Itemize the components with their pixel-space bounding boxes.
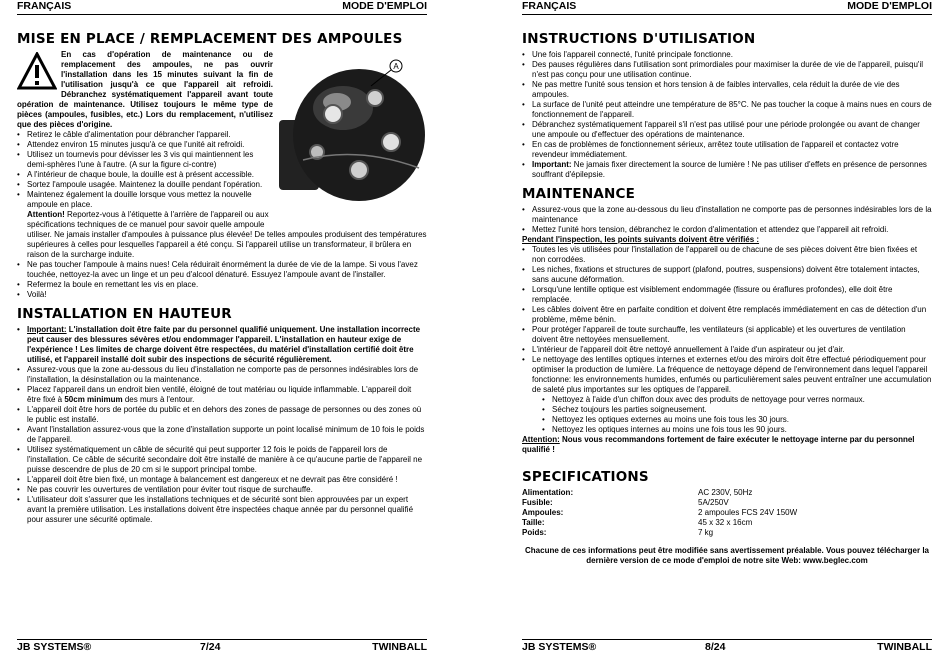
header-manual-title: MODE D'EMPLOI <box>847 0 932 12</box>
maintenance-list <box>522 205 932 235</box>
footer-brand: JB SYSTEMS® <box>17 641 92 653</box>
list-item: • Mettez l'unité hors tension, débranchez le cordon d'alimentation et attendez que l'appareil ait refroidi. <box>522 225 932 235</box>
important-label: Important: <box>532 160 572 169</box>
list-item: • Pour protéger l'appareil de toute surchauffe, les ventilateurs (si applicable) et les ouvertures de ventilation doivent être nettoyées mensuellement. <box>522 325 932 345</box>
list-item: • L'appareil doit être bien fixé, un montage à balancement est dangereux et ne devrait pas être considéré ! <box>17 475 427 485</box>
list-item: • Utilisez un tournevis pour dévisser les 3 vis qui maintiennent les demi-sphères l'une à l'autre. (A sur la figure ci-contre) <box>17 150 427 170</box>
maintenance-attention <box>522 435 932 455</box>
warning-block <box>17 50 273 130</box>
list-item: • Sortez l'ampoule usagée. Maintenez la douille pendant l'opération. <box>17 180 427 190</box>
page-footer <box>522 639 932 654</box>
list-item: • L'appareil doit être hors de portée du public et en dehors des zones de passage de personnes ou des zones où le public est installé. <box>17 405 427 425</box>
page-header <box>522 0 932 15</box>
list-item: • Assurez-vous que la zone au-dessous du lieu d'installation ne comporte pas de personnes indésirables lors de l'installation, la désinstallation ou la maintenance. <box>17 365 427 385</box>
header-manual-title: MODE D'EMPLOI <box>342 0 427 12</box>
spec-value: AC 230V, 50Hz <box>698 488 753 497</box>
list-item: • Refermez la boule en remettant les vis en place. <box>17 280 427 290</box>
spec-label: Alimentation: <box>522 488 574 497</box>
disclaimer-note: Chacune de ces informations peut être modifiée sans avertissement préalable. Vous pouvez télécharger la dernière version de ce mode d'emploi de notre site Web: www.beglec.com <box>525 546 929 565</box>
list-item: • Débranchez systématiquement l'appareil s'il n'est pas utilisé pour une période prolongée ou avant de changer une ampoule ou d'effectuer des opérations de maintenance. <box>522 120 932 140</box>
page-footer <box>17 639 427 654</box>
list-item: • Maintenez également la douille lorsque vous mettez la nouvelle ampoule en place. <box>17 190 427 210</box>
spec-value: 5A/250V <box>698 498 729 507</box>
list-item: • Placez l'appareil dans un endroit bien ventilé, éloigné de tout matériau ou liquide inflammable. L'appareil doit être fixé à 50cm minimum des murs à l'entour. <box>17 385 427 405</box>
list-item: • Ne pas mettre l'unité sous tension et hors tension à de faibles intervalles, cela réduit la durée de vie des ampoules. <box>522 80 932 100</box>
list-item: • L'intérieur de l'appareil doit être nettoyé annuellement à l'aide d'un aspirateur ou jet d'air. <box>522 345 932 355</box>
list-item: • Le nettoyage des lentilles optiques internes et externes et/ou des miroirs doit être effectué périodiquement pour optimiser la production de lumière. La fréquence de nettoyage dépend de l'environnement dans lequel l'appareil fonctionne: les environnements humides, enfumés ou particulièrement sales peuvent entraîner une accumulation de saleté plus importantes sur les optiques de l'appareil. <box>522 355 932 395</box>
important-label: Important: <box>27 325 67 334</box>
list-item: • Nettoyez à l'aide d'un chiffon doux avec des produits de nettoyage pour verres normaux. <box>522 395 932 405</box>
important-text: L'installation doit être faite par du personnel qualifié uniquement. Une installation incorrecte peut causer des blessures sévères et/ou endommager l'appareil. L'installation en hauteur exige de l'expérience ! Les limites de charge doivent être respectées, du matériel d'installation certifié doit être utilisé, et l'appareil installé doit subir des inspections de sécurité régulièrement. <box>27 325 421 364</box>
footer-page-number: 8/24 <box>705 641 726 653</box>
list-item: • Avant l'installation assurez-vous que la zone d'installation supporte un point localisé minimum de 10 fois le poids de l'appareil. <box>17 425 427 445</box>
right-page <box>522 0 932 654</box>
inspection-heading: Pendant l'inspection, les points suivants doivent être vérifiés : <box>522 235 760 244</box>
bulb-steps-list-2 <box>17 260 427 300</box>
section-title-usage: INSTRUCTIONS D'UTILISATION <box>522 31 756 47</box>
footer-brand: JB SYSTEMS® <box>522 641 597 653</box>
list-item <box>17 325 427 365</box>
list-item: • La surface de l'unité peut atteindre une température de 85°C. Ne pas toucher la coque à mains nues en cours de fonctionnement de l'appareil. <box>522 100 932 120</box>
right-content <box>522 31 932 566</box>
list-item: • En cas de problèmes de fonctionnement sérieux, arrêtez toute utilisation de l'appareil et contactez votre revendeur immédiatement. <box>522 140 932 160</box>
spec-value: 7 kg <box>698 528 714 537</box>
list-item: • Nettoyez les optiques internes au moins une fois tous les 90 jours. <box>522 425 932 435</box>
list-item: • Les niches, fixations et structures de support (plafond, poutres, suspensions) doivent être totalement intactes, sans aucune déformation. <box>522 265 932 285</box>
figure-marker-a: A <box>393 62 399 71</box>
list-item: • Ne pas toucher l'ampoule à mains nues! Cela réduirait énormément la durée de vie de la lampe. Si vous l'avez touchée, nettoyez-la avec un linge et un peu d'alcool dénaturé. Essuyez l'ampoule avant de l'installer. <box>17 260 427 280</box>
section-title-maintenance: MAINTENANCE <box>522 186 636 202</box>
list-item: • Retirez le câble d'alimentation pour débrancher l'appareil. <box>17 130 427 140</box>
warning-triangle-icon <box>17 52 57 92</box>
list-item: • Voilà! <box>17 290 427 300</box>
list-item: • Séchez toujours les parties soigneusement. <box>522 405 932 415</box>
list-item: • Attendez environ 15 minutes jusqu'à ce que l'unité ait refroidi. <box>17 140 427 150</box>
footer-model: TWINBALL <box>372 641 427 653</box>
spec-label: Fusible: <box>522 498 553 507</box>
header-language: FRANÇAIS <box>522 0 577 12</box>
usage-list <box>522 50 932 180</box>
spec-label: Ampoules: <box>522 508 564 517</box>
header-language: FRANÇAIS <box>17 0 72 12</box>
spec-label: Poids: <box>522 528 547 537</box>
list-item: • Lorsqu'une lentille optique est visiblement endommagée (fissure ou éraflures profondes), elle doit être remplacée. <box>522 285 932 305</box>
list-item: • Utilisez systématiquement un câble de sécurité qui peut supporter 12 fois le poids de l'appareil lors de l'installation. Ce câble de sécurité secondaire doit être installé de manière à ce qu'aucune partie de l'appareil ne puisse descendre de plus de 20 cm si le support principal tombe. <box>17 445 427 475</box>
section-title-bulb-replacement: MISE EN PLACE / REMPLACEMENT DES AMPOULES <box>17 31 403 47</box>
warning-text: En cas d'opération de maintenance ou de remplacement des ampoules, ne pas ouvrir l'installation dans les 15 minutes suivant la fin de l'utilisation jusqu'à ce que l'appareil ait refroidi. Débranchez systématiquement l'appareil avant toute opération de maintenance. Utilisez toujours le même type de pièces (ampoules, fusibles, etc.) Lors du remplacement, n'utilisez que des pièces d'origine. <box>17 50 273 129</box>
attention-label: Attention: <box>522 435 560 444</box>
left-page <box>17 0 427 654</box>
cleaning-sublist <box>522 395 932 435</box>
footer-page-number: 7/24 <box>200 641 221 653</box>
list-item: • Les câbles doivent être en parfaite condition et doivent être remplacés immédiatement en cas de détection d'un problème, même bénin. <box>522 305 932 325</box>
list-item: • Assurez-vous que la zone au-dessous du lieu d'installation ne comporte pas de personnes indésirables lors de la maintenance <box>522 205 932 225</box>
spec-value: 45 x 32 x 16cm <box>698 518 753 527</box>
page-header <box>17 0 427 15</box>
bulb-steps-list <box>17 130 427 210</box>
list-item: • Des pauses régulières dans l'utilisation sont primordiales pour maximiser la durée de vie de l'appareil, puisqu'il n'est pas conçu pour une utilisation continue. <box>522 60 932 80</box>
list-item: • L'utilisateur doit s'assurer que les installations techniques et de sécurité sont bien approuvées par un expert avant la première utilisation. Les installations doivent être inspectées chaque année par du personnel qualifié pour assurer une sécurité optimale. <box>17 495 427 525</box>
list-item <box>522 160 932 180</box>
spec-value: 2 ampoules FCS 24V 150W <box>698 508 798 517</box>
important-text: Ne jamais fixer directement la source de lumière ! Ne pas utiliser d'effets en présence de personnes souffrant d'épilepsie. <box>532 160 927 179</box>
list-item: • A l'intérieur de chaque boule, la douille est à présent accessible. <box>17 170 427 180</box>
specifications-table <box>522 488 932 538</box>
spec-label: Taille: <box>522 518 545 527</box>
list-item: • Une fois l'appareil connecté, l'unité principale fonctionne. <box>522 50 932 60</box>
footer-model: TWINBALL <box>877 641 932 653</box>
list-item: • Nettoyez les optiques externes au moins une fois tous les 30 jours. <box>522 415 932 425</box>
attention-text: Reportez-vous à l'étiquette à l'arrière de l'appareil ou aux spécifications techniques de ce manuel pour savoir quelle ampoule utiliser. Ne jamais installer d'ampoules à puissance plus élevée! De telles ampoules produisent des températures supérieures à celles pour lesquelles l'appareil a été conçu. Si l'appareil utilise un transformateur, il brûlera en raison de la surcharge induite. <box>27 210 427 259</box>
section-title-specifications: SPECIFICATIONS <box>522 469 649 485</box>
installation-list <box>17 325 427 525</box>
attention-text: Nous vous recommandons fortement de faire exécuter le nettoyage interne par du personnel qualifié ! <box>522 435 915 454</box>
attention-label: Attention! <box>27 210 65 219</box>
list-item: • Toutes les vis utilisées pour l'installation de l'appareil ou de chacune de ses pièces doivent être bien fixées et non corrodées. <box>522 245 932 265</box>
list-item: • Ne pas couvrir les ouvertures de ventilation pour éviter tout risque de surchauffe. <box>17 485 427 495</box>
inspection-list <box>522 245 932 395</box>
section-title-installation: INSTALLATION EN HAUTEUR <box>17 306 232 322</box>
left-content <box>17 31 427 525</box>
